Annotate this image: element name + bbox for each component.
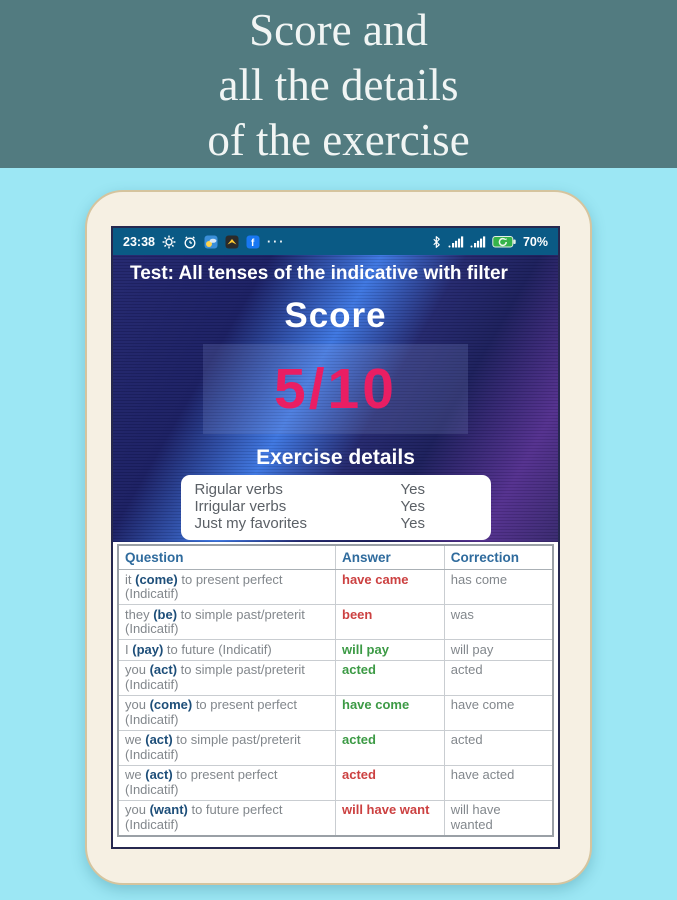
question-tense: to simple past/preterit (Indicatif) [125, 662, 305, 692]
signal-icon-2 [470, 235, 486, 248]
score-panel [113, 255, 558, 542]
answer-cell: have came [336, 570, 445, 605]
detail-value: Yes [400, 515, 425, 532]
table-row [118, 695, 553, 730]
test-title: Test: All tenses of the indicative with filter [130, 263, 508, 284]
clock-time: 23:38 [123, 234, 155, 249]
signal-icon [448, 235, 464, 248]
answer-cell: have come [336, 695, 445, 730]
detail-label: Just my favorites [194, 515, 308, 532]
banner-line: all the details [218, 60, 459, 110]
banner-line: of the exercise [207, 115, 470, 165]
answer-cell: will pay [336, 640, 445, 661]
question-subject: it [125, 571, 136, 587]
table-row [118, 640, 553, 661]
correction-cell: was [444, 605, 553, 640]
detail-row [181, 481, 491, 498]
table-row [118, 605, 553, 640]
tablet-frame [85, 190, 592, 885]
question-subject: you [125, 662, 150, 677]
score-heading: Score [284, 296, 387, 335]
results-table-body [118, 570, 553, 836]
gear-icon [162, 235, 176, 249]
table-row [118, 730, 553, 765]
facebook-icon [246, 235, 260, 249]
answer-cell: been [336, 605, 445, 640]
column-header-answer: Answer [336, 545, 445, 570]
question-tense: to simple past/preterit (Indicatif) [125, 606, 305, 636]
question-subject: you [125, 802, 150, 817]
answer-cell: will have want [336, 800, 445, 836]
question-verb: (act) [149, 662, 178, 677]
question-subject: they [125, 606, 154, 622]
exercise-details-card [181, 475, 491, 540]
question-verb: (act) [145, 732, 173, 747]
question-tense: to future perfect (Indicatif) [125, 802, 283, 832]
detail-value: Yes [400, 498, 425, 515]
correction-cell: have acted [444, 765, 553, 800]
table-row [118, 660, 553, 695]
table-row [118, 800, 553, 836]
question-verb: (act) [145, 767, 173, 782]
exercise-details-list [181, 481, 491, 532]
alarm-clock-icon [183, 235, 197, 249]
svg-text:f: f [250, 237, 255, 249]
results-table-header-row [118, 545, 553, 570]
answer-cell: acted [336, 765, 445, 800]
battery-saver-icon [492, 234, 517, 249]
column-header-correction: Correction [444, 545, 553, 570]
table-row [118, 765, 553, 800]
question-verb: (come) [149, 697, 193, 712]
question-verb: (come) [135, 571, 178, 587]
question-subject: we [125, 732, 146, 747]
column-header-question: Question [118, 545, 336, 570]
battery-percent: 70% [522, 234, 548, 249]
table-row [118, 570, 553, 605]
question-tense: to future (Indicatif) [163, 641, 272, 657]
banner-line: Score and [249, 5, 428, 55]
question-cell [118, 605, 336, 640]
question-verb: (be) [153, 606, 178, 622]
status-bar [113, 228, 558, 255]
yellow-app-icon [225, 235, 239, 249]
question-cell [118, 800, 336, 836]
correction-cell: have come [444, 695, 553, 730]
question-cell [118, 570, 336, 605]
score-value: 5/10 [274, 357, 397, 421]
score-box [203, 344, 468, 434]
detail-label: Rigular verbs [194, 481, 283, 498]
question-subject: you [125, 697, 150, 712]
detail-value: Yes [400, 481, 425, 498]
correction-cell: will pay [444, 640, 553, 661]
correction-cell: acted [444, 660, 553, 695]
correction-cell: will have wanted [444, 800, 553, 836]
question-subject: I [125, 641, 133, 657]
answer-cell: acted [336, 660, 445, 695]
results-table [117, 544, 554, 837]
promo-banner [0, 0, 677, 168]
question-cell [118, 730, 336, 765]
detail-row [181, 498, 491, 515]
question-tense: to present perfect (Indicatif) [125, 767, 278, 797]
question-cell [118, 765, 336, 800]
question-cell [118, 640, 336, 661]
weather-app-icon [204, 235, 218, 249]
more-notifications-dots: ··· [266, 234, 286, 249]
bluetooth-icon [431, 235, 442, 249]
correction-cell: has come [444, 570, 553, 605]
question-cell [118, 695, 336, 730]
detail-row [181, 515, 491, 532]
question-subject: we [125, 767, 146, 782]
question-cell [118, 660, 336, 695]
results-table-scroll-area[interactable] [113, 542, 558, 847]
answer-cell: acted [336, 730, 445, 765]
question-tense: to present perfect (Indicatif) [125, 571, 283, 601]
question-verb: (pay) [132, 641, 164, 657]
correction-cell: acted [444, 730, 553, 765]
question-verb: (want) [149, 802, 188, 817]
question-tense: to present perfect (Indicatif) [125, 697, 297, 727]
question-tense: to simple past/preterit (Indicatif) [125, 732, 301, 762]
app-screen [111, 226, 560, 849]
exercise-details-heading: Exercise details [256, 446, 415, 469]
detail-label: Irrigular verbs [194, 498, 287, 515]
